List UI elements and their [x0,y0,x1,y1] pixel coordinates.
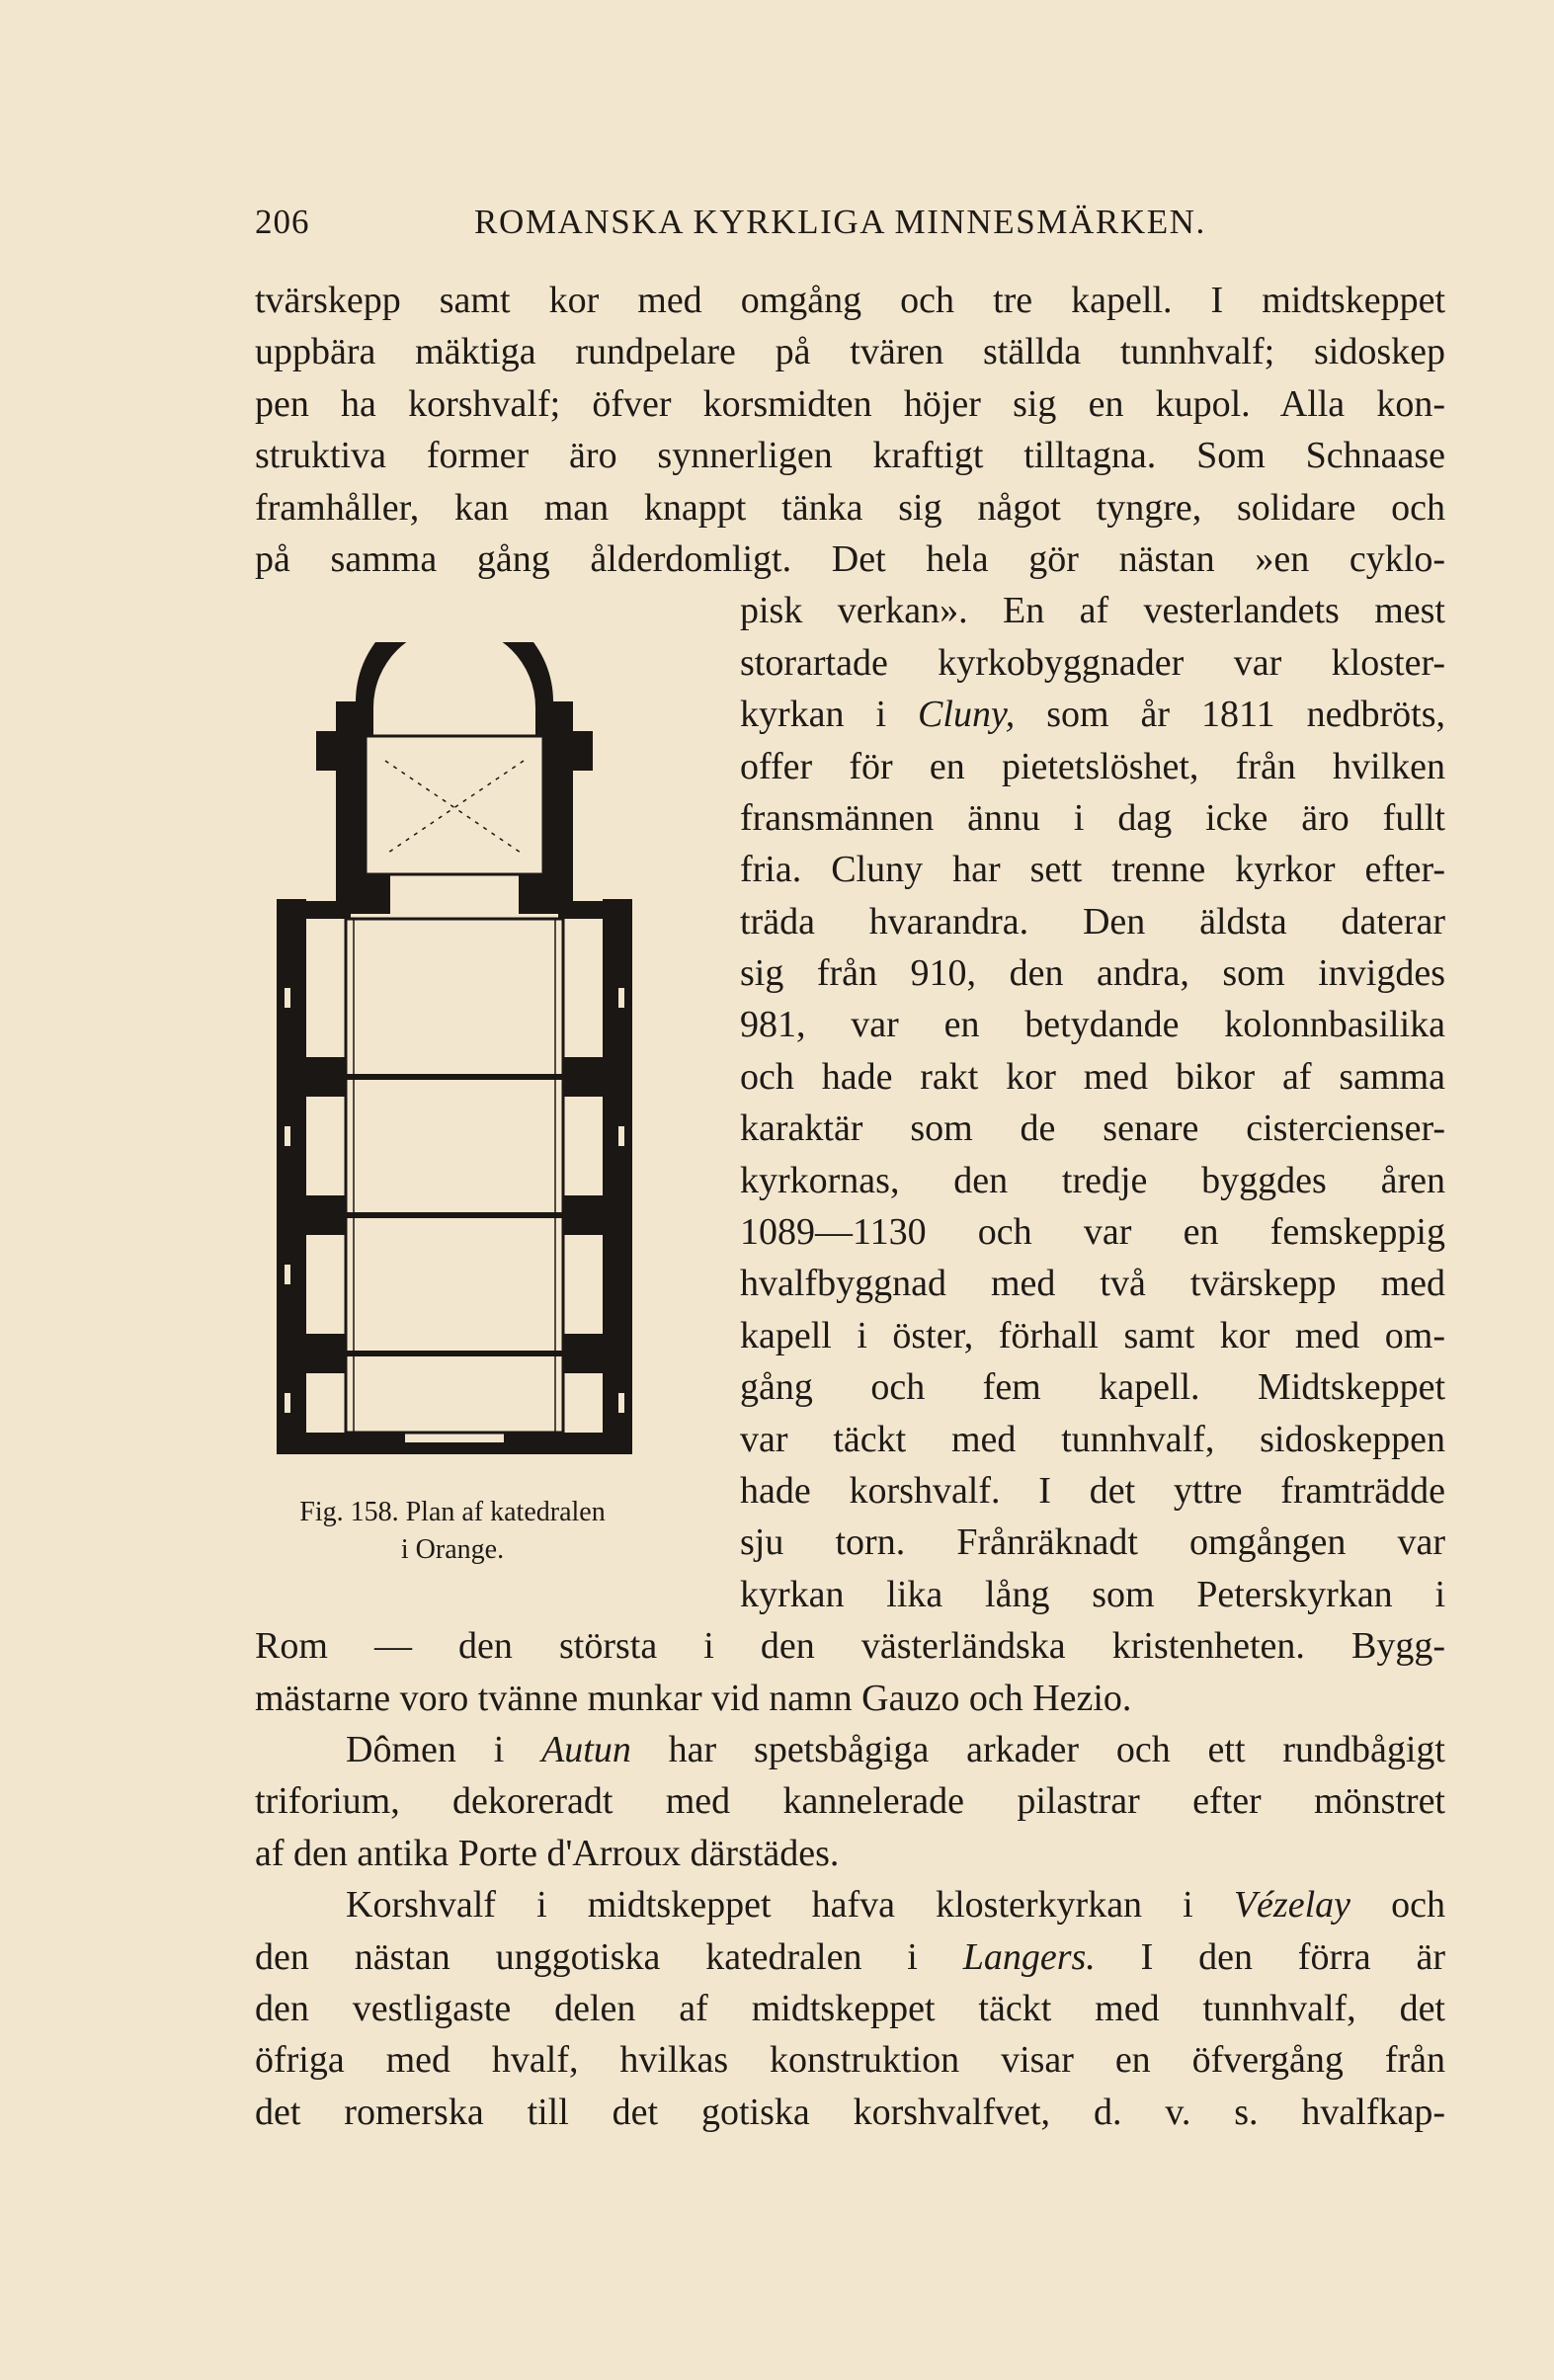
text-line: sju torn. Frånräknadt omgången var [740,1521,1445,1564]
text-line: fria. Cluny har sett trenne kyrkor efter- [740,849,1445,891]
text-line: uppbära mäktiga rundpelare på tvären ställda tunnhvalf; sidoskep [255,331,1445,373]
text-segment: som år 1811 nedbröts, [1046,694,1445,736]
text-line: den vestligaste delen af midtskeppet täckt med tunnhvalf, det [255,1987,1445,2029]
text-segment: har spetsbågiga arkader och ett rundbågigt [630,1728,1445,1770]
text-line: hade korshvalf. I det yttre framträdde [740,1469,1445,1512]
text-line: och hade rakt kor med bikor af samma [740,1055,1445,1098]
running-title: ROMANSKA KYRKLIGA MINNESMÄRKEN. [474,203,1206,241]
text-segment: den nästan unggotiska katedralen i [255,1935,963,1978]
text-line [255,1879,1445,1930]
place-autun: Autun [541,1728,631,1770]
text-line: triforium, dekoreradt med kannelerade pilastrar efter mönstret [255,1780,1445,1823]
text-line: tvärskepp samt kor med omgång och tre kapell. I midtskeppet [255,280,1445,321]
text-segment: kyrkan i [740,694,919,736]
text-line: gång och fem kapell. Midtskeppet [740,1366,1445,1409]
text-line [740,689,1445,740]
text-segment: Korshvalf i midtskeppet hafva klosterkyrkan i [346,1884,1234,1927]
text-line: öfriga med hvalf, hvilkas konstruktion visar en öfvergång från [255,2039,1445,2082]
text-line: pen ha korshvalf; öfver korsmidten höjer sig en kupol. Alla kon- [255,382,1445,425]
text-line: kyrkan lika lång som Peterskyrkan i [740,1573,1445,1615]
text-line: struktiva former äro synnerligen kraftigt tilltagna. Som Schnaase [255,435,1445,477]
text-line: på samma gång ålderdomligt. Det hela gör nästan »en cyklo- [255,537,1445,580]
caption-line-2: i Orange. [400,1534,505,1565]
text-line: 1089—1130 och var en femskeppig [740,1211,1445,1254]
text-line: det romerska till det gotiska korshvalfvet, d. v. s. hvalfkap- [255,2091,1445,2133]
text-line: sig från 910, den andra, som invigdes [740,952,1445,995]
text-line: hvalfbyggnad med två tvärskepp med [740,1263,1445,1305]
place-cluny: Cluny, [918,694,1016,736]
text-line: Rom — den största i den västerländska kristenheten. Bygg- [255,1625,1445,1668]
text-line: karaktär som de senare cistercienser- [740,1108,1445,1150]
text-line [255,1931,1445,1983]
text-line [255,1724,1445,1775]
body-text [255,275,1445,2138]
page-header [255,203,1440,258]
text-line: kapell i öster, förhall samt kor med om- [740,1314,1445,1356]
text-segment: I den förra är [1095,1935,1445,1978]
text-line: kyrkornas, den tredje byggdes åren [740,1159,1445,1201]
place-vezelay: Vézelay [1233,1884,1350,1927]
text-segment: Dômen i [346,1728,542,1770]
text-line: storartade kyrkobyggnader var kloster- [740,641,1445,684]
text-line: framhåller, kan man knappt tänka sig något tyngre, solidare och [255,486,1445,529]
text-line: fransmännen ännu i dag icke äro fullt [740,796,1445,839]
text-line: mästarne voro tvänne munkar vid namn Gauzo och Hezio. [255,1677,1132,1719]
page-number: 206 [255,203,310,241]
place-langers: Langers. [962,1935,1096,1978]
text-line: pisk verkan». En af vesterlandets mest [740,590,1445,632]
text-line: träda hvarandra. Den äldsta daterar [740,900,1445,943]
text-line: 981, var en betydande kolonnbasilika [740,1004,1445,1046]
caption-line-1: Fig. 158. Plan af katedralen [299,1497,606,1527]
text-segment: och [1350,1884,1445,1927]
text-line: af den antika Porte d'Arroux därstädes. [255,1832,840,1874]
text-line: var täckt med tunnhvalf, sidoskeppen [740,1418,1445,1460]
text-line: offer för en pietetslöshet, från hvilken [740,745,1445,787]
